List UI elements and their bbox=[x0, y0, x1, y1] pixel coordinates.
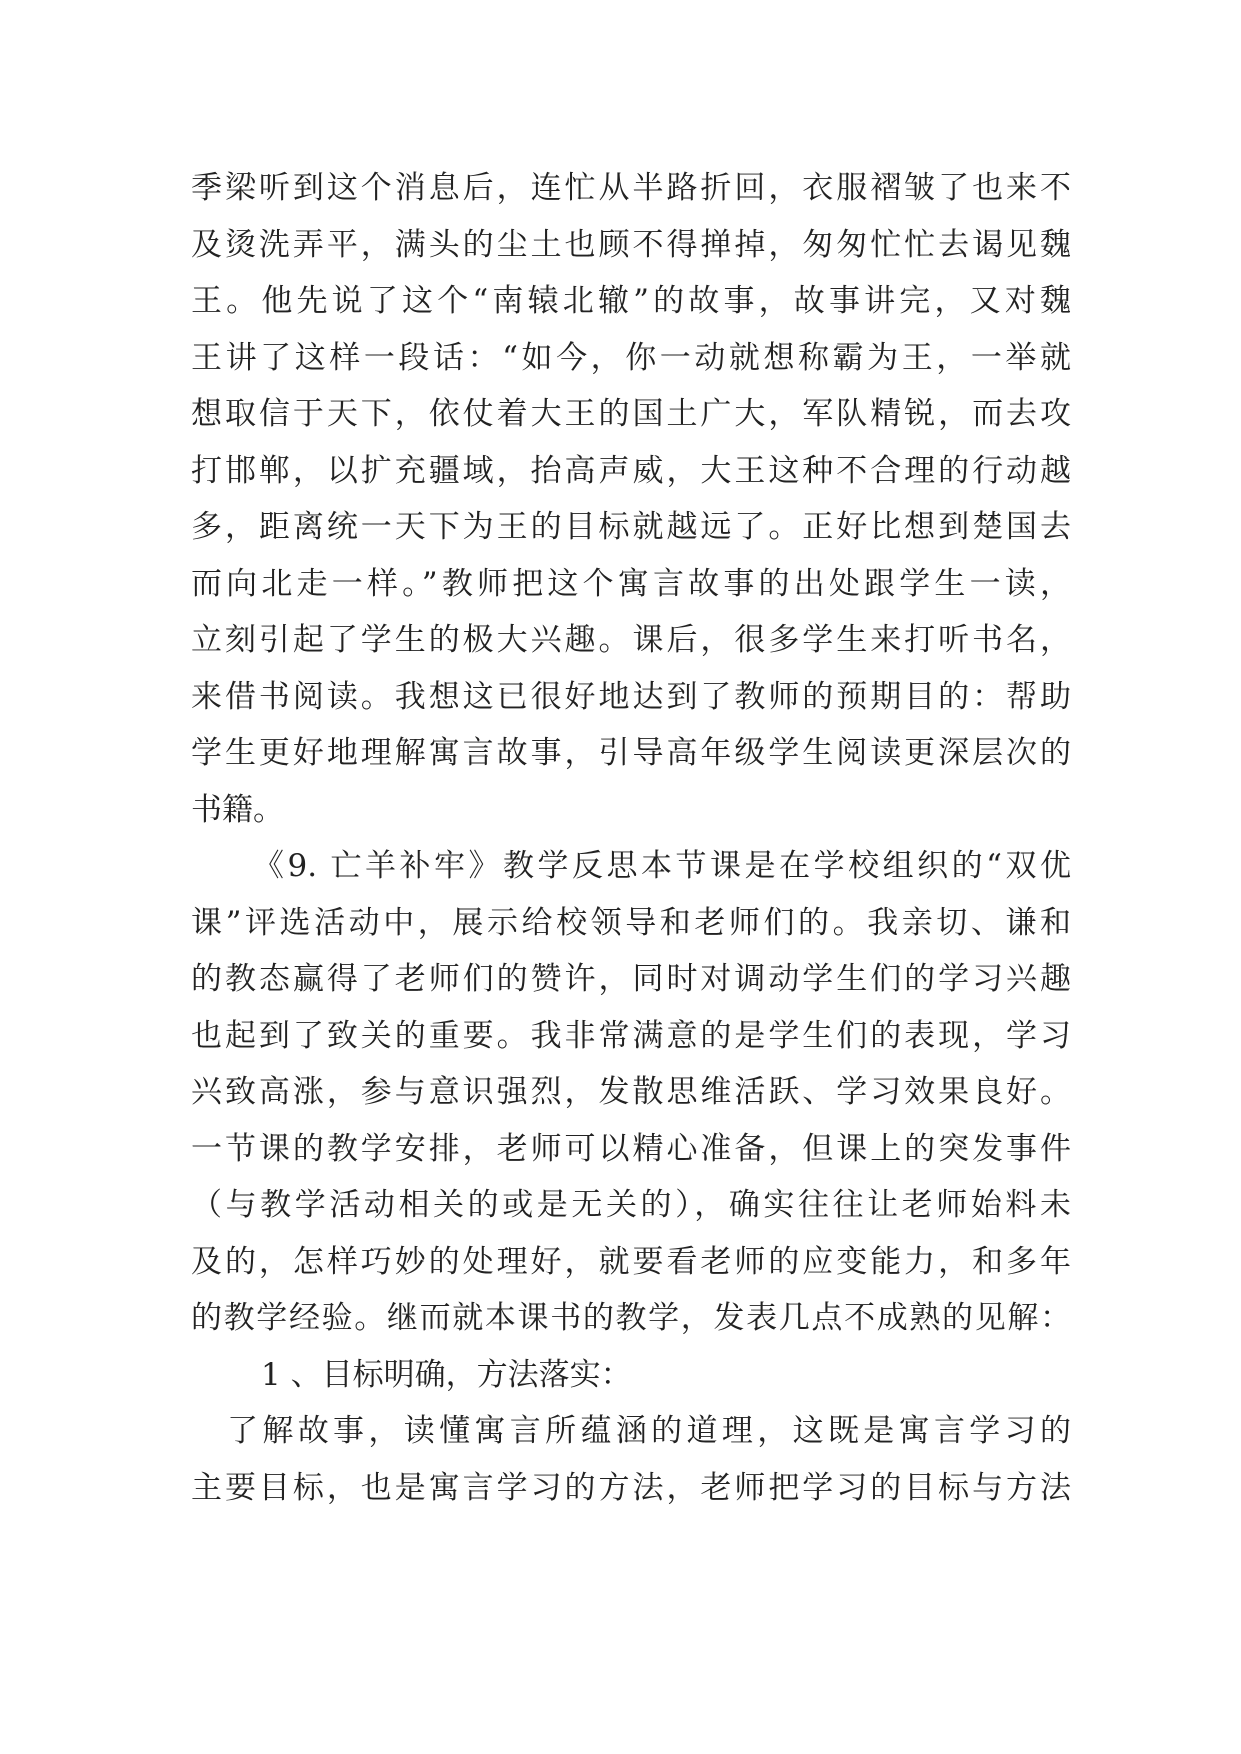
text-line: 立刻引起了学生的极大兴趣。课后，很多学生来打听书名， bbox=[191, 622, 1071, 658]
text-line: 学生更好地理解寓言故事，引导高年级学生阅读更深层次的 bbox=[191, 735, 1071, 771]
text-line: 课”评选活动中，展示给校领导和老师们的。我亲切、谦和 bbox=[191, 904, 1071, 941]
text-line: 一节课的教学安排，老师可以精心准备，但课上的突发事件 bbox=[191, 1130, 1071, 1167]
section-heading: 1 、目标明确，方法落实： bbox=[261, 1356, 632, 1393]
text-line: 了解故事，读懂寓言所蕴涵的道理，这既是寓言学习的 bbox=[227, 1413, 1071, 1449]
text-line: （与教学活动相关的或是无关的），确实往往让老师始料未 bbox=[191, 1187, 1071, 1223]
text-line: 及的，怎样巧妙的处理好，就要看老师的应变能力，和多年 bbox=[191, 1243, 1071, 1280]
text-line: 《9. 亡羊补牢》教学反思本节课是在学校组织的“双优 bbox=[253, 848, 1071, 884]
text-line: 王讲了这样一段话：“如今，你一动就想称霸为王，一举就 bbox=[191, 339, 1071, 376]
text-line: 兴致高涨，参与意识强烈，发散思维活跃、学习效果良好。 bbox=[191, 1074, 1071, 1110]
text-line: 也起到了致关的重要。我非常满意的是学生们的表现，学习 bbox=[191, 1017, 1071, 1054]
paragraph-1 bbox=[191, 160, 1071, 838]
text-line: 而向北走一样。”教师把这个寓言故事的出处跟学生一读， bbox=[191, 565, 1071, 602]
paragraph-3 bbox=[191, 1403, 1071, 1516]
text-line: 的教学经验。继而就本课书的教学，发表几点不成熟的见解： bbox=[191, 1300, 1071, 1336]
text-line: 的教态赢得了老师们的赞许，同时对调动学生们的学习兴趣 bbox=[191, 961, 1071, 997]
document-body bbox=[191, 160, 1071, 1516]
paragraph-2 bbox=[191, 838, 1071, 1347]
text-line: 书籍。 bbox=[191, 791, 284, 828]
text-line: 王。他先说了这个“南辕北辙”的故事，故事讲完，又对魏 bbox=[191, 283, 1071, 319]
text-line: 季梁听到这个消息后，连忙从半路折回，衣服褶皱了也来不 bbox=[191, 170, 1071, 206]
text-line: 想取信于天下，依仗着大王的国土广大，军队精锐，而去攻 bbox=[191, 396, 1071, 432]
text-line: 打邯郸，以扩充疆域，抬高声威，大王这种不合理的行动越 bbox=[191, 452, 1071, 489]
text-line: 来借书阅读。我想这已很好地达到了教师的预期目的：帮助 bbox=[191, 678, 1071, 715]
text-line: 及烫洗弄平，满头的尘土也顾不得掸掉，匆匆忙忙去谒见魏 bbox=[191, 226, 1071, 263]
text-line: 主要目标，也是寓言学习的方法，老师把学习的目标与方法 bbox=[191, 1469, 1071, 1506]
text-line: 多，距离统一天下为王的目标就越远了。正好比想到楚国去 bbox=[191, 509, 1071, 545]
